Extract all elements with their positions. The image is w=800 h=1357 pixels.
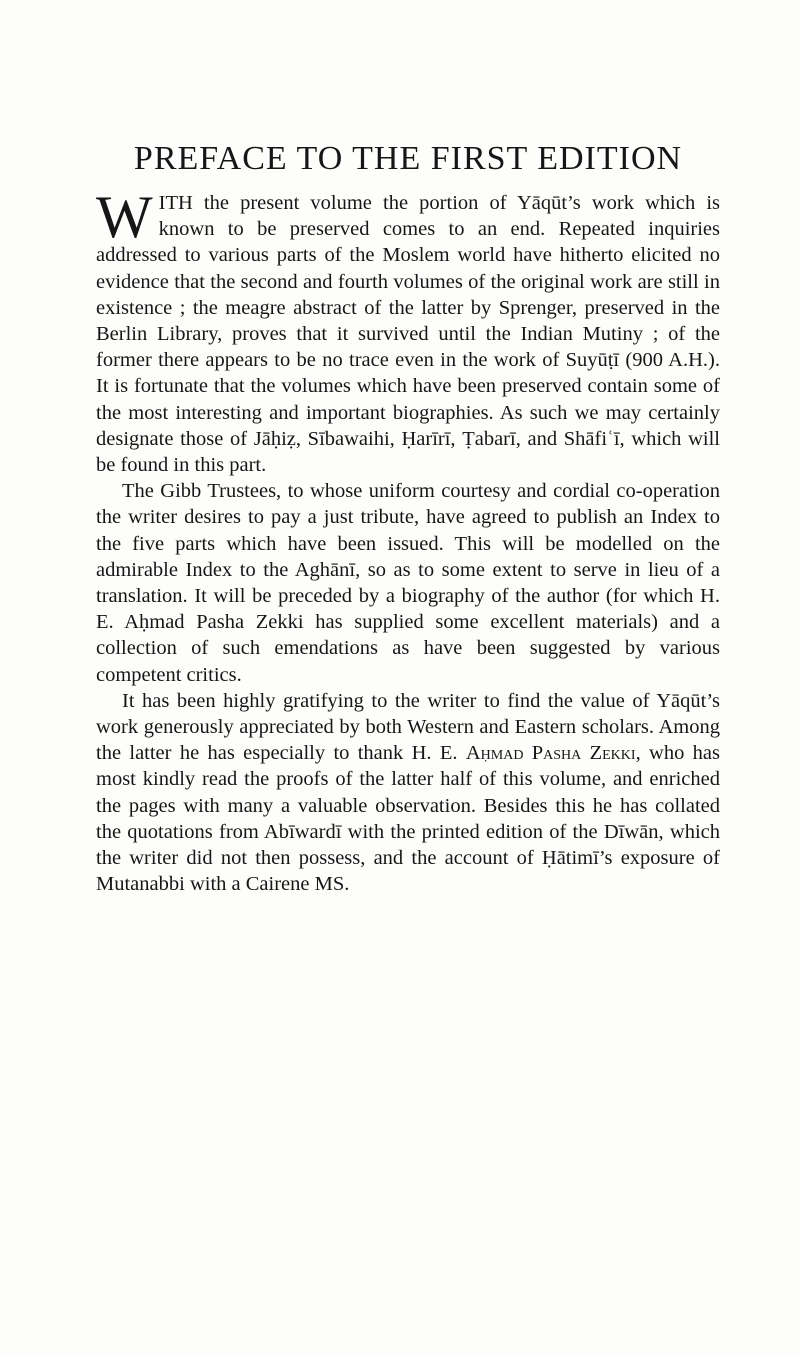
drop-cap: W	[96, 184, 153, 250]
body-text	[96, 184, 720, 897]
paragraph-1-text: the present volume the portion of Yāqūt’s work which is known to be preserved comes to an end. Repeated inquiries addressed to various parts of the Moslem world have hitherto elicited no evidence that the second and fourth volumes of the original work are still in existence ; the meagre abstract of the latter by Sprenger, preserved in the Berlin Library, proves that it survived until the Indian Mutiny ; of the former there appears to be no trace even in the work of Suyūṭī (900 A.H.). It is fortunate that the volumes which have been preserved contain some of the most interesting and important biographies. As such we may certainly designate those of Jāḥiẓ, Sībawaihi, Ḥarīrī, Ṭabarī, and Shāfiʿī, which will be found in this part.	[96, 192, 720, 477]
paragraph-1	[96, 184, 720, 478]
paragraph-3-name: Aḥmad Pasha Zekki	[465, 742, 636, 765]
page-title: PREFACE TO THE FIRST EDITION	[133, 140, 683, 177]
paragraph-1-lead: ITH	[158, 192, 193, 214]
paragraph-3	[96, 688, 720, 898]
preface-page	[96, 140, 720, 897]
paragraph-3-before: It has been highly gratifying to the writer to find the value of Yāqūt’s work generously appreciated by both Western and Eastern scholars. Among the latter he has especially to thank H. E.	[96, 689, 720, 765]
paragraph-3-after: , who has most kindly read the proofs of the latter half of this volume, and enriched the pages with many a valuable observation. Besides this he has collated the quotations from Abīwardī with the printed edition of the Dīwān, which the writer did not then possess, and the account of Ḥātimī’s exposure of Mutanabbi with a Cairene MS.	[96, 742, 720, 896]
paragraph-2: The Gibb Trustees, to whose uniform courtesy and cordial co-operation the writer desires to pay a just tribute, have agreed to publish an Index to the five parts which have been issued. This will be modelled on the admirable Index to the Aghānī, so as to some extent to serve in lieu of a translation. It will be preceded by a biography of the author (for which H. E. Aḥmad Pasha Zekki has supplied some excellent materials) and a collection of such emendations as have been suggested by various competent critics.	[96, 480, 720, 686]
